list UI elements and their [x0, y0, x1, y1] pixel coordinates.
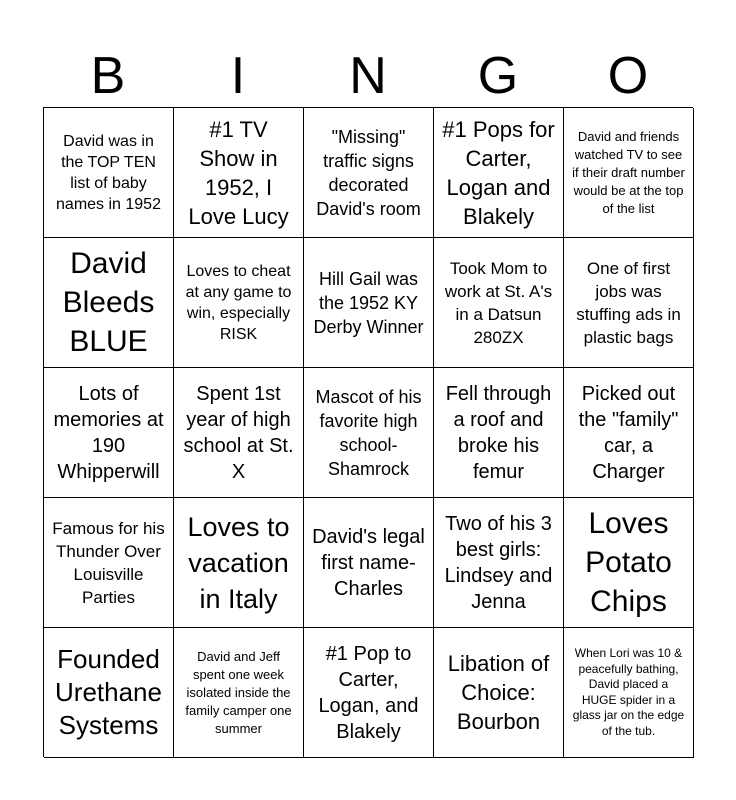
cell-text: Lots of memories at 190 Whipperwill	[53, 382, 164, 483]
cell-text: Loves Potato Chips	[585, 507, 672, 618]
bingo-cell[interactable]	[174, 238, 304, 368]
cell-text: Founded Urethane Systems	[55, 644, 162, 740]
bingo-cell[interactable]	[434, 628, 564, 758]
cell-text: David Bleeds BLUE	[62, 247, 155, 358]
header-letter-o: O	[607, 47, 649, 105]
cell-text: David's legal first name- Charles	[312, 525, 425, 600]
header-letter-i: I	[230, 47, 246, 105]
bingo-cell[interactable]	[434, 238, 564, 368]
cell-text: Loves to cheat at any game to win, especially RISK	[185, 262, 292, 343]
cell-text: One of first jobs was stuffing ads in plastic bags	[576, 258, 681, 347]
bingo-cell[interactable]	[44, 498, 174, 628]
cell-text: Took Mom to work at St. A's in a Datsun 280ZX	[444, 258, 553, 347]
cell-text: Famous for his Thunder Over Louisville Parties	[52, 518, 165, 607]
cell-text: Libation of Choice: Bourbon	[447, 651, 550, 734]
bingo-cell[interactable]	[304, 628, 434, 758]
cell-text: #1 TV Show in 1952, I Love Lucy	[188, 116, 289, 229]
bingo-cell[interactable]	[564, 238, 694, 368]
cell-text: David was in the TOP TEN list of baby names in 1952	[56, 132, 161, 213]
bingo-cell[interactable]	[564, 368, 694, 498]
bingo-cell[interactable]	[434, 108, 564, 238]
bingo-cell[interactable]	[44, 238, 174, 368]
header-letter-b: B	[90, 47, 126, 105]
bingo-cell[interactable]	[564, 108, 694, 238]
cell-text: Picked out the "family" car, a Charger	[578, 382, 679, 483]
bingo-board	[43, 107, 693, 757]
bingo-cell[interactable]	[564, 628, 694, 758]
cell-text: Mascot of his favorite high school- Shamrock	[315, 386, 422, 479]
cell-text: Loves to vacation in Italy	[187, 511, 290, 614]
bingo-cell[interactable]	[44, 368, 174, 498]
cell-text: Fell through a roof and broke his femur	[445, 382, 552, 483]
bingo-cell[interactable]	[304, 368, 434, 498]
cell-text: "Missing" traffic signs decorated David's room	[316, 126, 421, 219]
bingo-cell[interactable]	[174, 368, 304, 498]
bingo-cell[interactable]	[434, 368, 564, 498]
bingo-cell[interactable]	[564, 498, 694, 628]
bingo-cell[interactable]	[434, 498, 564, 628]
cell-text: Hill Gail was the 1952 KY Derby Winner	[313, 268, 424, 337]
cell-text: #1 Pops for Carter, Logan and Blakely	[442, 116, 555, 229]
header-letter-g: G	[477, 47, 519, 105]
bingo-cell[interactable]	[174, 498, 304, 628]
bingo-header	[43, 46, 693, 106]
bingo-cell[interactable]	[174, 628, 304, 758]
bingo-cell[interactable]	[304, 238, 434, 368]
header-letter-n: N	[349, 47, 387, 105]
cell-text: Spent 1st year of high school at St. X	[183, 382, 294, 483]
cell-text: Two of his 3 best girls: Lindsey and Jenna	[444, 512, 553, 613]
bingo-cell[interactable]	[304, 108, 434, 238]
cell-text: David and friends watched TV to see if their draft number would be at the top of the list	[572, 128, 685, 216]
bingo-cell[interactable]	[174, 108, 304, 238]
bingo-cell[interactable]	[44, 108, 174, 238]
bingo-cell[interactable]	[304, 498, 434, 628]
cell-text: When Lori was 10 & peacefully bathing, David placed a HUGE spider in a glass jar on the edge of the tub.	[572, 646, 685, 738]
bingo-cell[interactable]	[44, 628, 174, 758]
cell-text: #1 Pop to Carter, Logan, and Blakely	[318, 642, 419, 743]
cell-text: David and Jeff spent one week isolated inside the family camper one summer	[185, 648, 292, 736]
